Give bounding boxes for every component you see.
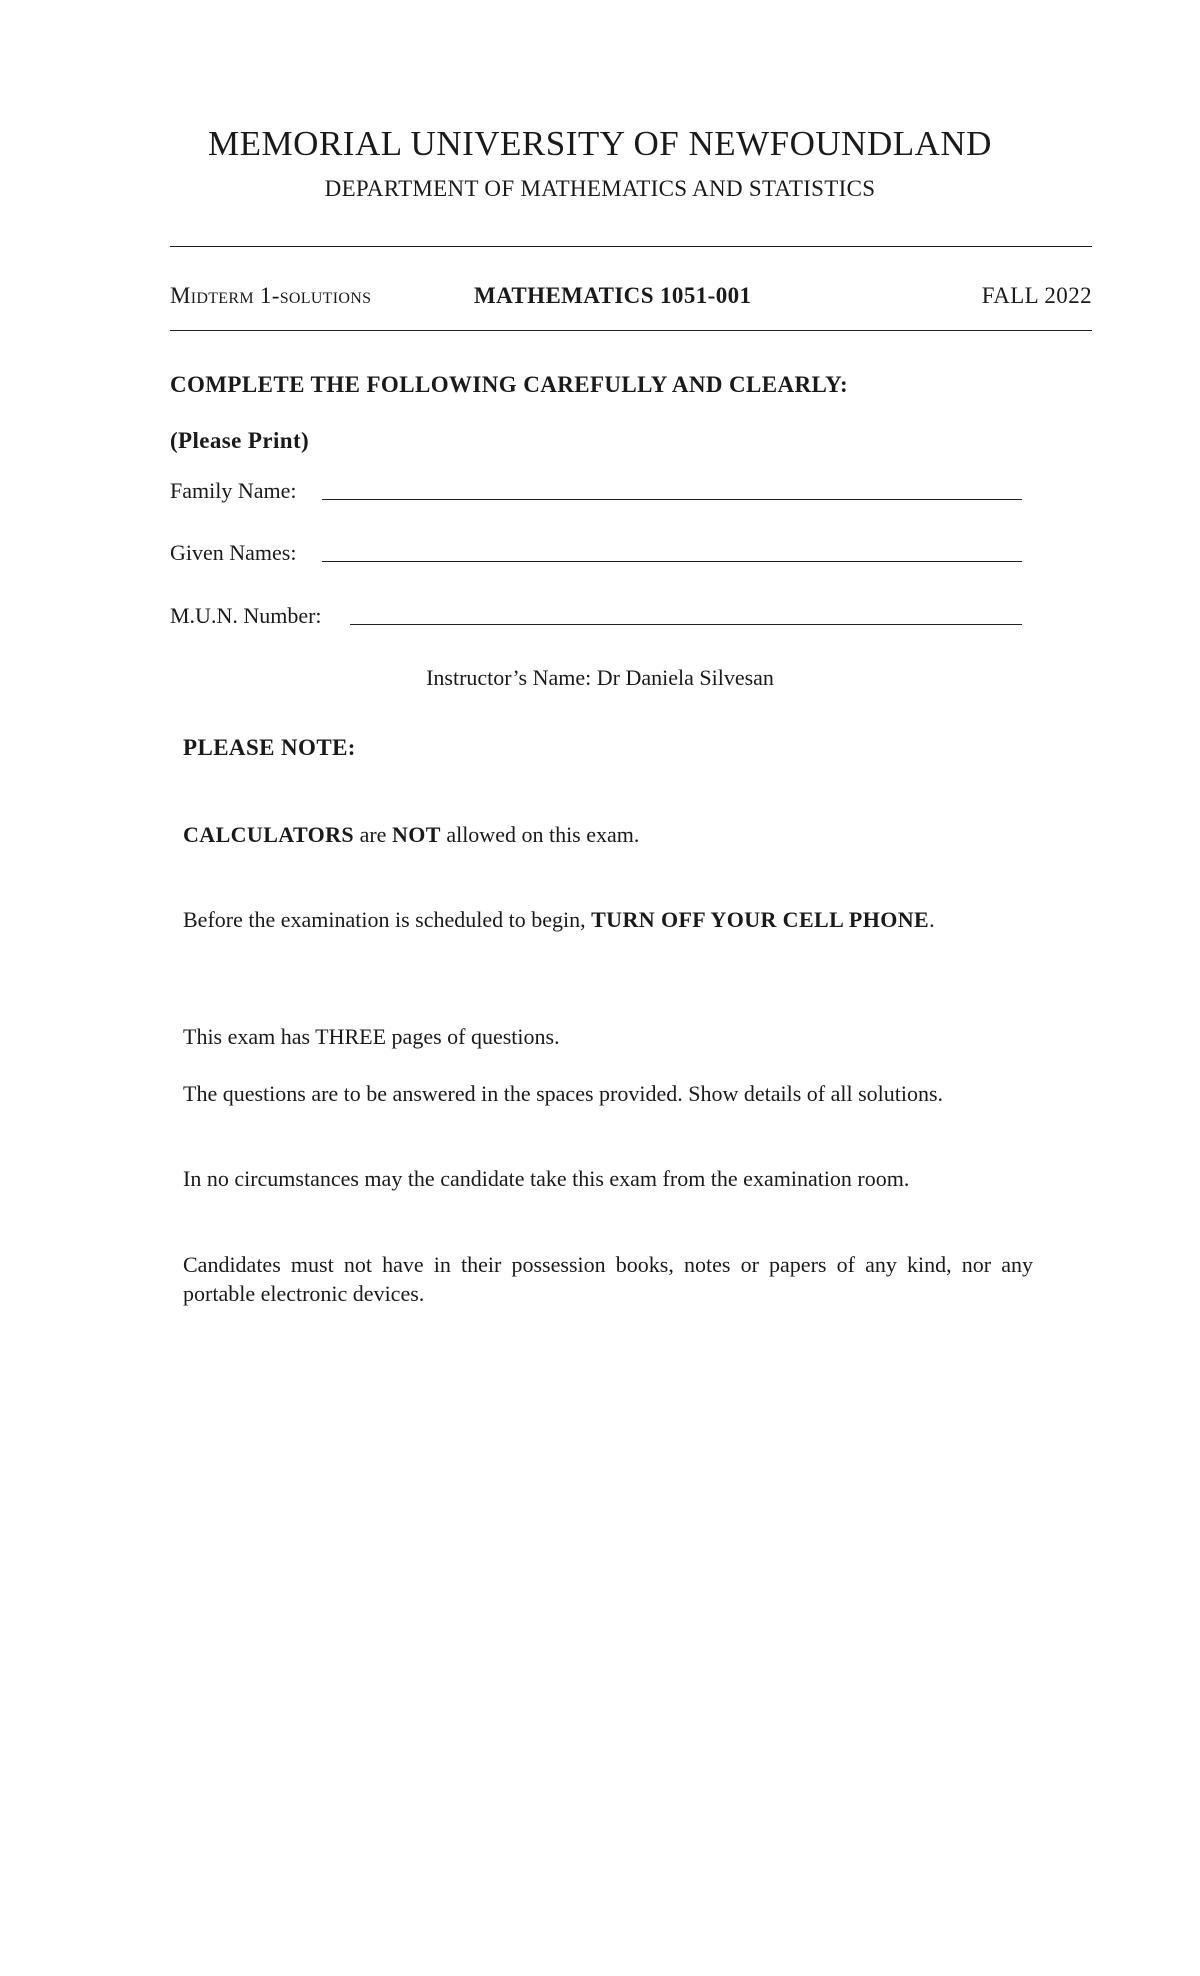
given-names-label: Given Names: <box>170 540 297 565</box>
exam-label: Midterm 1-solutions <box>170 283 372 308</box>
instructor-name: Instructor’s Name: Dr Daniela Silvesan <box>426 665 774 690</box>
calculators-strong: CALCULATORS <box>183 822 355 847</box>
family-name-field[interactable] <box>322 499 1022 500</box>
mun-number-label: M.U.N. Number: <box>170 603 322 628</box>
phone-strong: TURN OFF YOUR CELL PHONE <box>591 907 930 932</box>
form-instruction: COMPLETE THE FOLLOWING CAREFULLY AND CLEARLY: <box>170 372 849 397</box>
course-code: MATHEMATICS 1051-001 <box>474 283 752 308</box>
cell-phone-note <box>183 905 1033 934</box>
circumstances-note: In no circumstances may the candidate take this exam from the examination room. <box>183 1166 910 1191</box>
term-label: FALL 2022 <box>981 283 1092 308</box>
answer-note: The questions are to be answered in the spaces provided. Show details of all solutions. <box>183 1081 944 1106</box>
header-top-rule <box>170 246 1092 247</box>
family-name-label: Family Name: <box>170 478 297 503</box>
phone-suffix: . <box>929 907 935 932</box>
please-note-heading: PLEASE NOTE: <box>183 735 356 760</box>
calculators-mid: are <box>354 822 392 847</box>
phone-prefix: Before the examination is scheduled to begin, <box>183 907 592 932</box>
candidates-note: Candidates must not have in their possession books, notes or papers of any kind, nor any portable electronic devices. <box>183 1252 1033 1306</box>
calculators-note <box>183 820 1033 849</box>
university-title: MEMORIAL UNIVERSITY OF NEWFOUNDLAND <box>208 124 992 163</box>
mun-number-field[interactable] <box>350 624 1022 625</box>
header-bottom-rule <box>170 330 1092 331</box>
calculators-not: NOT <box>391 822 441 847</box>
calculators-rest: allowed on this exam. <box>440 822 640 847</box>
given-names-field[interactable] <box>322 561 1022 562</box>
pages-note: This exam has THREE pages of questions. <box>183 1024 560 1049</box>
department-title: DEPARTMENT OF MATHEMATICS AND STATISTICS <box>324 176 876 201</box>
please-print-note: (Please Print) <box>170 428 310 453</box>
